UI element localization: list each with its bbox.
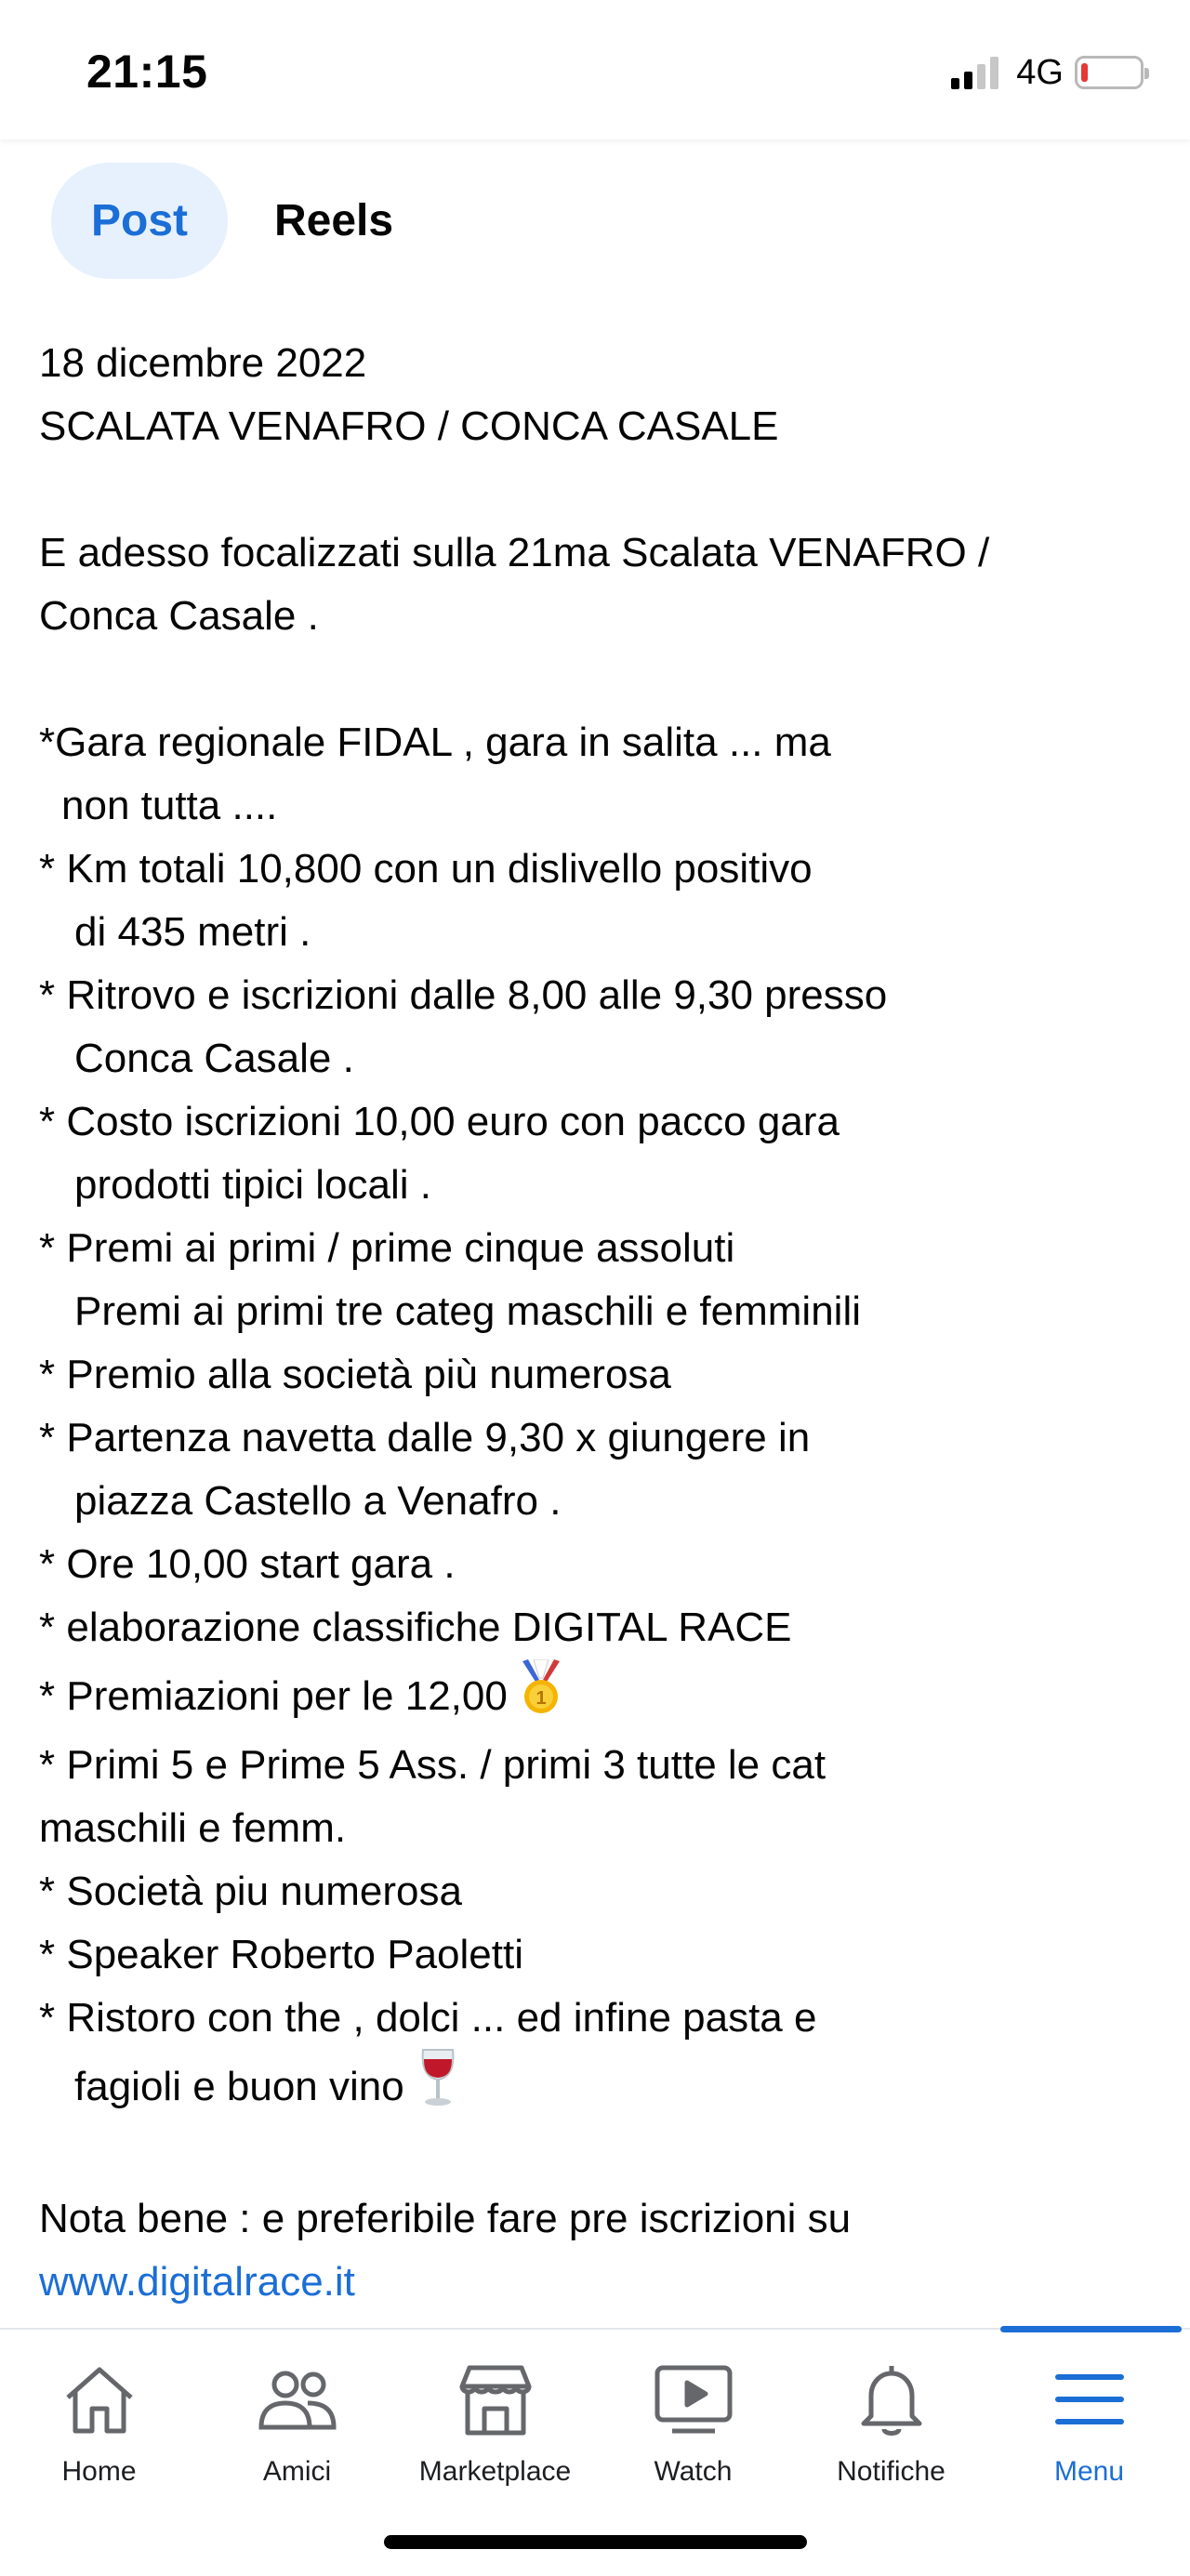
nav-marketplace[interactable] — [396, 2358, 594, 2497]
friends-icon — [256, 2358, 339, 2441]
post-title: SCALATA VENAFRO / CONCA CASALE — [39, 403, 779, 449]
post-line: * Speaker Roberto Paoletti — [39, 1932, 523, 1977]
signal-icon — [951, 56, 1003, 89]
nav-watch[interactable] — [594, 2358, 792, 2497]
status-indicators — [951, 52, 1144, 93]
menu-icon — [1048, 2358, 1131, 2441]
post-line: di 435 metri . — [74, 909, 311, 955]
nav-home[interactable] — [0, 2358, 198, 2497]
content-tabs — [0, 163, 1190, 279]
nav-notifications[interactable] — [792, 2358, 990, 2497]
post-line: * Ritrovo e iscrizioni dalle 8,00 alle 9,30 presso — [39, 972, 888, 1018]
post-line: Premi ai primi tre categ maschili e femminili — [74, 1288, 861, 1334]
nav-menu[interactable] — [990, 2358, 1188, 2497]
nav-label: Notifiche — [837, 2456, 945, 2487]
post-line: piazza Castello a Venafro . — [74, 1478, 562, 1524]
post-line: non tutta .... — [61, 783, 278, 828]
post-intro-line: Conca Casale . — [39, 593, 319, 639]
status-bar — [0, 0, 1190, 139]
nav-friends[interactable] — [198, 2358, 396, 2497]
post-intro-line: E adesso focalizzati sulla 21ma Scalata VENAFRO / — [39, 530, 990, 575]
bell-icon — [850, 2358, 933, 2441]
post-line-with-emoji — [39, 1659, 1164, 1734]
post-line: * Km totali 10,800 con un dislivello positivo — [39, 846, 813, 892]
tab-reels[interactable]: Reels — [274, 196, 394, 245]
post-line: * Costo iscrizioni 10,00 euro con pacco gara — [39, 1099, 840, 1144]
svg-text:1: 1 — [536, 1688, 547, 1709]
post-line-with-emoji — [39, 2050, 1164, 2124]
active-tab-indicator — [1000, 2326, 1182, 2332]
post-note: Nota bene : e preferibile fare pre iscrizioni su — [39, 2196, 852, 2241]
medal-icon — [521, 1659, 562, 1734]
post-date: 18 dicembre 2022 — [39, 340, 367, 386]
nav-label: Amici — [262, 2456, 332, 2487]
post-line: * Primi 5 e Prime 5 Ass. / primi 3 tutte le cat — [39, 1742, 826, 1788]
post-line: * Partenza navetta dalle 9,30 x giungere in — [39, 1415, 811, 1460]
post-text — [39, 332, 1164, 2314]
tab-post[interactable]: Post — [51, 163, 228, 279]
wine-glass-icon — [417, 2048, 458, 2126]
watch-icon — [652, 2358, 735, 2441]
nav-label: Menu — [1053, 2456, 1125, 2487]
post-line: maschili e femm. — [39, 1805, 347, 1851]
post-line: prodotti tipici locali . — [74, 1162, 431, 1208]
post-line: * Premiazioni per le 12,00 — [39, 1673, 508, 1719]
status-time: 21:15 — [86, 46, 208, 98]
post-line: fagioli e buon vino — [74, 2064, 404, 2109]
post-line: * Ore 10,00 start gara . — [39, 1541, 456, 1587]
post-line: *Gara regionale FIDAL , gara in salita ... ma — [39, 720, 831, 765]
post-line: Conca Casale . — [74, 1036, 354, 1081]
nav-label: Marketplace — [418, 2456, 572, 2487]
home-indicator — [384, 2535, 807, 2549]
post-line: * Premi ai primi / prime cinque assoluti — [39, 1225, 735, 1271]
nav-label: Home — [61, 2456, 137, 2487]
marketplace-icon — [454, 2358, 537, 2441]
post-line: * Ristoro con the , dolci ... ed infine pasta e — [39, 1995, 817, 2041]
home-icon — [58, 2358, 141, 2441]
website-link[interactable]: www.digitalrace.it — [39, 2259, 355, 2305]
post-line: * Società piu numerosa — [39, 1869, 462, 1914]
battery-icon — [1075, 56, 1144, 89]
post-line: * Premio alla società più numerosa — [39, 1352, 671, 1397]
post-line: * elaborazione classifiche DIGITAL RACE — [39, 1605, 792, 1650]
nav-label: Watch — [654, 2456, 733, 2487]
network-type: 4G — [1016, 52, 1064, 92]
